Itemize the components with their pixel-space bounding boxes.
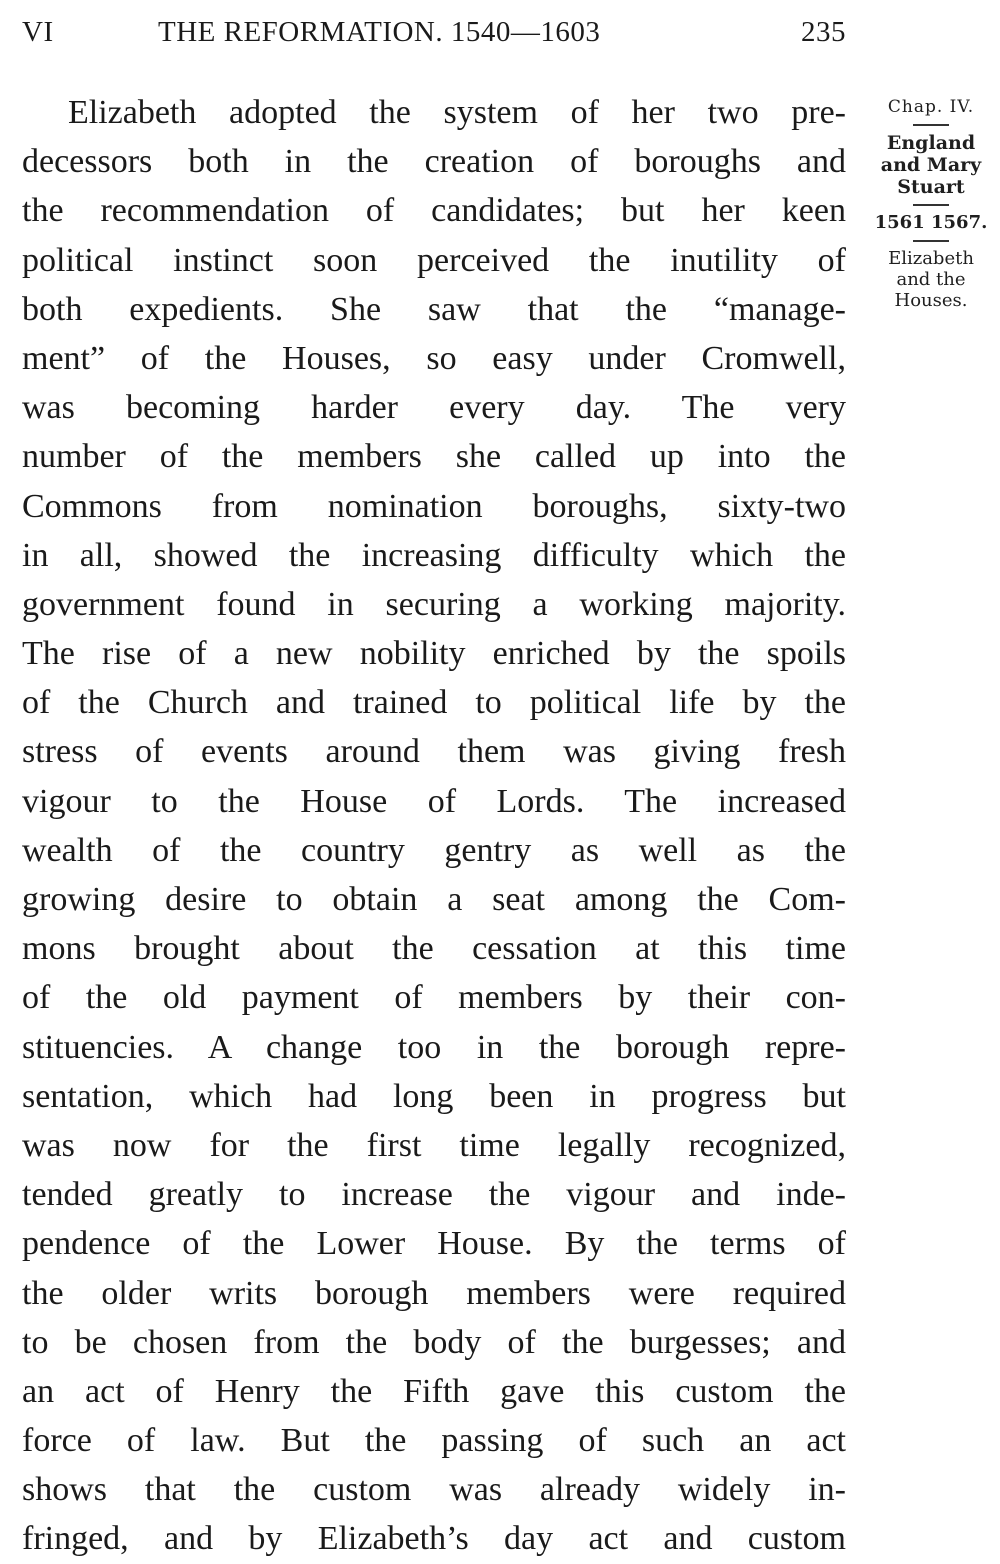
text-line: mons brought about the cessation at this time bbox=[22, 930, 846, 968]
text-line: was becoming harder every day. The very bbox=[22, 389, 846, 427]
margin-topic-line: England bbox=[886, 132, 976, 154]
text-line: force of law. But the passing of such an act bbox=[22, 1422, 846, 1460]
text-line: Commons from nomination boroughs, sixty-two bbox=[22, 487, 846, 525]
text-line: vigour to the House of Lords. The increased bbox=[22, 782, 846, 820]
text-line: of the old payment of members by their con- bbox=[22, 979, 846, 1017]
text-line: tended greatly to increase the vigour and inde- bbox=[22, 1176, 846, 1214]
margin-chapter-ref: Chap. IV. bbox=[887, 97, 975, 117]
text-line: fringed, and by Elizabeth’s day act and custom bbox=[22, 1520, 846, 1558]
running-head bbox=[22, 16, 846, 58]
body-text bbox=[22, 88, 846, 1564]
text-line: to be chosen from the body of the burgesses; and bbox=[22, 1323, 846, 1361]
margin-subtopic-line: Elizabeth bbox=[888, 248, 974, 269]
text-line: Elizabeth adopted the system of her two pre- bbox=[68, 94, 846, 131]
text-line: ment” of the Houses, so easy under Cromwell, bbox=[22, 339, 846, 377]
text-line: the older writs borough members were required bbox=[22, 1274, 846, 1312]
margin-notes bbox=[866, 96, 996, 311]
margin-topic bbox=[866, 132, 996, 198]
text-line: pendence of the Lower House. By the terms of bbox=[22, 1225, 846, 1263]
margin-rule bbox=[913, 124, 949, 126]
text-line: number of the members she called up into the bbox=[22, 438, 846, 476]
text-line: political instinct soon perceived the inutility of bbox=[22, 241, 846, 279]
text-line: decessors both in the creation of boroughs and bbox=[22, 143, 846, 181]
text-line: both expedients. She saw that the “manage- bbox=[22, 290, 846, 328]
text-line: The rise of a new nobility enriched by the spoils bbox=[22, 635, 846, 673]
page-number: 235 bbox=[801, 16, 846, 48]
running-head-chapter: VI bbox=[22, 16, 54, 48]
margin-dates: 1561 1567. bbox=[874, 212, 988, 233]
text-line: stituencies. A change too in the borough repre- bbox=[22, 1028, 846, 1066]
margin-subtopic-line: Houses. bbox=[894, 290, 968, 311]
text-line: sentation, which had long been in progress but bbox=[22, 1077, 846, 1115]
text-line: the recommendation of candidates; but her keen bbox=[22, 192, 846, 230]
running-head-title: THE REFORMATION. 1540—1603 bbox=[158, 16, 601, 48]
text-line: government found in securing a working majority. bbox=[22, 585, 846, 623]
margin-subtopic bbox=[866, 248, 996, 311]
margin-rule bbox=[913, 240, 949, 242]
text-line: of the Church and trained to political life by the bbox=[22, 684, 846, 722]
margin-topic-line: and Mary bbox=[880, 154, 982, 176]
text-line: in all, showed the increasing difficulty which the bbox=[22, 536, 846, 574]
margin-subtopic-line: and the bbox=[896, 269, 966, 290]
text-line: wealth of the country gentry as well as the bbox=[22, 831, 846, 869]
text-line: stress of events around them was giving fresh bbox=[22, 733, 846, 771]
margin-rule bbox=[913, 204, 949, 206]
margin-topic-line: Stuart bbox=[897, 176, 965, 198]
text-line: was now for the first time legally recognized, bbox=[22, 1126, 846, 1164]
text-line: an act of Henry the Fifth gave this custom the bbox=[22, 1372, 846, 1410]
text-line: growing desire to obtain a seat among the Com- bbox=[22, 881, 846, 918]
text-line: shows that the custom was already widely in- bbox=[22, 1471, 846, 1509]
